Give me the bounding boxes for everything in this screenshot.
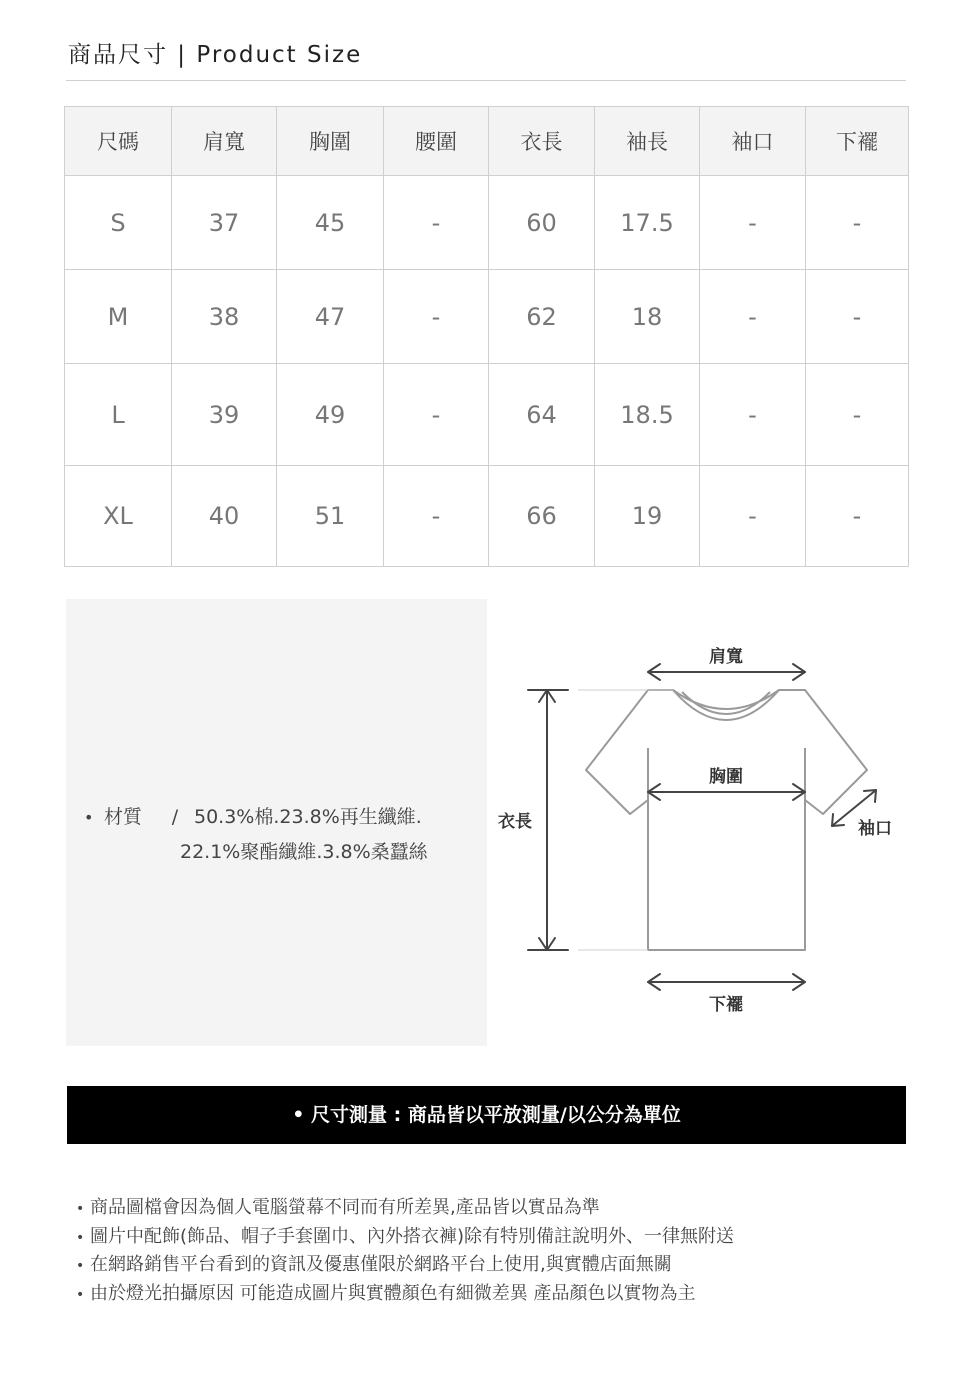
table-cell: 62 (489, 270, 595, 364)
table-cell: 17.5 (595, 176, 700, 270)
table-cell: 38 (172, 270, 277, 364)
table-cell: 37 (172, 176, 277, 270)
diagram-cuff-label: 袖口 (858, 819, 892, 839)
diagram-chest-label: 胸圍 (709, 767, 743, 787)
diagram-length-label: 衣長 (498, 812, 532, 832)
material-info (84, 800, 428, 870)
table-cell: 49 (277, 364, 384, 466)
table-row (65, 364, 909, 466)
size-table (64, 106, 909, 567)
note-text: 商品圖檔會因為個人電腦螢幕不同而有所差異,產品皆以實品為準 (90, 1197, 600, 1218)
tshirt-outline-icon (490, 610, 910, 1050)
table-cell: - (806, 466, 909, 567)
table-cell: - (806, 364, 909, 466)
table-cell: 66 (489, 466, 595, 567)
table-cell: 47 (277, 270, 384, 364)
table-header-row (65, 107, 909, 176)
header-cuff: 袖口 (700, 107, 806, 176)
bullet-icon: • (84, 808, 94, 827)
diagram-shoulder-label: 肩寬 (709, 647, 743, 667)
table-cell: 19 (595, 466, 700, 567)
table-cell: - (384, 176, 489, 270)
table-cell: 60 (489, 176, 595, 270)
note-text: 在網路銷售平台看到的資訊及優惠僅限於網路平台上使用,與實體店面無關 (90, 1254, 672, 1275)
bullet-icon: • (76, 1258, 85, 1274)
table-cell: - (806, 270, 909, 364)
notes-list (76, 1194, 734, 1308)
table-cell: - (700, 270, 806, 364)
table-cell: 18 (595, 270, 700, 364)
header-length: 衣長 (489, 107, 595, 176)
table-row (65, 466, 909, 567)
measurement-banner: • 尺寸測量 : 商品皆以平放測量/以公分為單位 (67, 1086, 906, 1144)
list-item (76, 1223, 734, 1252)
header-chest: 胸圍 (277, 107, 384, 176)
table-cell: L (65, 364, 172, 466)
note-text: 圖片中配飾(飾品、帽子手套圍巾、內外搭衣褲)除有特別備註說明外、一律無附送 (90, 1225, 735, 1247)
list-item (76, 1251, 734, 1280)
header-shoulder: 肩寬 (172, 107, 277, 176)
table-cell: - (384, 466, 489, 567)
page-title: 商品尺寸 | Product Size (68, 42, 363, 68)
size-diagram (490, 610, 910, 1050)
table-cell: M (65, 270, 172, 364)
material-separator: / (171, 806, 179, 828)
header-hem: 下襬 (806, 107, 909, 176)
table-cell: - (384, 364, 489, 466)
header-sleeve: 袖長 (595, 107, 700, 176)
material-composition-2: 22.1%聚酯纖維.3.8%桑蠶絲 (180, 841, 428, 863)
table-cell: 51 (277, 466, 384, 567)
header-size: 尺碼 (65, 107, 172, 176)
table-cell: S (65, 176, 172, 270)
table-cell: - (700, 176, 806, 270)
table-cell: - (384, 270, 489, 364)
table-cell: XL (65, 466, 172, 567)
table-cell: - (700, 466, 806, 567)
title-divider (66, 80, 906, 81)
table-cell: 45 (277, 176, 384, 270)
bullet-icon: • (76, 1201, 85, 1217)
note-text: 由於燈光拍攝原因 可能造成圖片與實體顏色有細微差異 產品顏色以實物為主 (90, 1282, 696, 1304)
table-row (65, 270, 909, 364)
diagram-hem-label: 下襬 (709, 995, 743, 1015)
bullet-icon: • (76, 1286, 85, 1303)
material-composition-1: 50.3%棉.23.8%再生纖維. (194, 806, 422, 828)
header-waist: 腰圍 (384, 107, 489, 176)
list-item (76, 1194, 734, 1223)
table-row (65, 176, 909, 270)
table-cell: - (806, 176, 909, 270)
list-item (76, 1280, 734, 1309)
table-cell: 18.5 (595, 364, 700, 466)
material-label: 材質 (104, 806, 143, 828)
material-line-1 (84, 800, 428, 835)
bullet-icon: • (76, 1229, 85, 1246)
table-cell: 64 (489, 364, 595, 466)
table-cell: 39 (172, 364, 277, 466)
table-cell: 40 (172, 466, 277, 567)
table-cell: - (700, 364, 806, 466)
